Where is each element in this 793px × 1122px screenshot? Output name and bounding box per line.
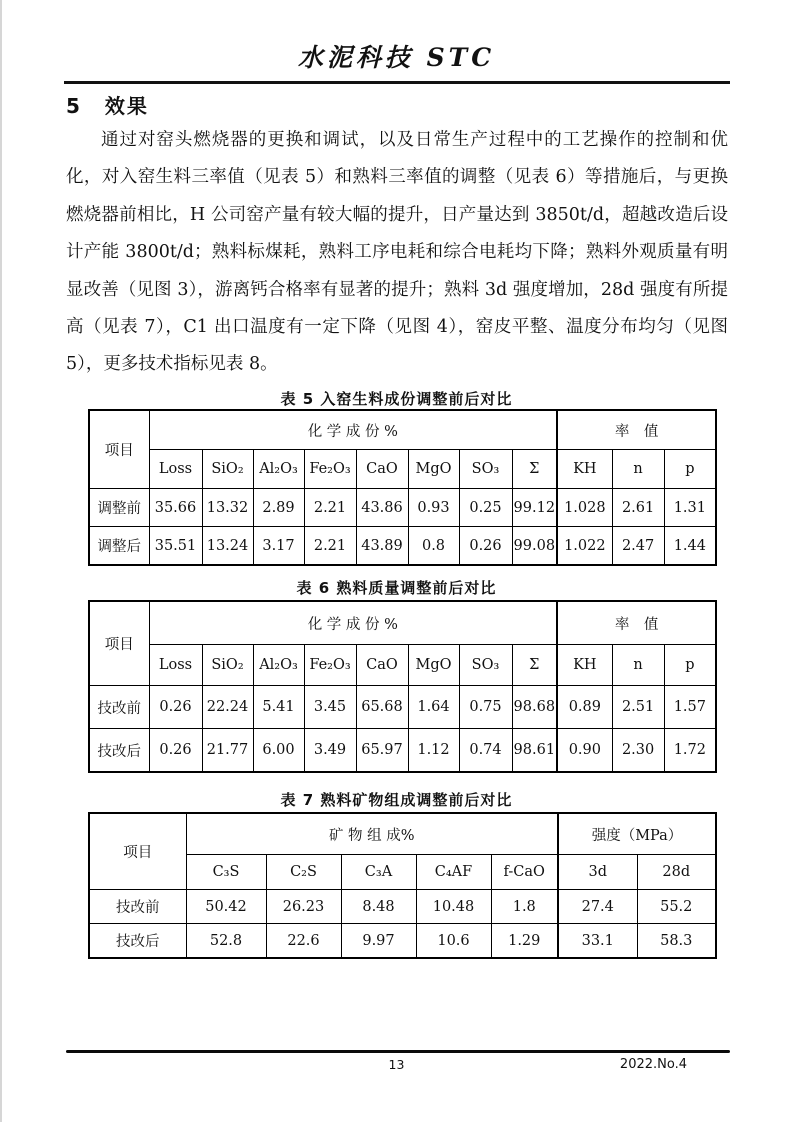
value-cell: 2.30 [612,729,664,773]
column-header-cell: MgO [408,645,459,686]
value-cell: 35.66 [149,489,202,527]
column-header-cell: Al₂O₃ [253,645,304,686]
value-cell: 22.6 [266,924,341,959]
column-header-cell: 28d [637,855,716,890]
value-cell: 26.23 [266,890,341,924]
ratio-group-header: 率 值 [557,410,716,450]
column-header-cell: n [612,450,664,489]
value-cell: 0.25 [459,489,512,527]
column-header-cell: KH [557,645,612,686]
column-header-cell: Σ [512,450,557,489]
value-cell: 6.00 [253,729,304,773]
table-7 [88,812,717,959]
value-cell: 13.24 [202,527,253,566]
value-cell: 1.028 [557,489,612,527]
value-cell: 65.97 [356,729,408,773]
table7-caption: 表 7 熟料矿物组成调整前后对比 [280,791,513,809]
row-label-cell: 技改后 [89,924,186,959]
table-row [89,924,716,959]
table-row [89,527,716,566]
column-header-cell: C₂S [266,855,341,890]
issue-number: 2022.No.4 [619,1057,687,1072]
value-cell: 5.41 [253,686,304,729]
value-cell: 0.89 [557,686,612,729]
column-header-cell: C₃A [341,855,416,890]
value-cell: 0.93 [408,489,459,527]
value-cell: 1.72 [664,729,716,773]
value-cell: 43.86 [356,489,408,527]
strength-group-header: 强度（MPa） [558,813,716,855]
column-header-cell: SiO₂ [202,450,253,489]
section-number: 5 [66,94,80,118]
column-header-cell: p [664,450,716,489]
ratio-group-header: 率 值 [557,601,716,645]
row-label-cell: 调整前 [89,489,149,527]
value-cell: 0.26 [149,686,202,729]
value-cell: 10.48 [416,890,491,924]
row-label-cell: 技改前 [89,686,149,729]
value-cell: 21.77 [202,729,253,773]
value-cell: 2.89 [253,489,304,527]
value-cell: 2.21 [304,489,356,527]
value-cell: 8.48 [341,890,416,924]
row-label-cell: 调整后 [89,527,149,566]
item-header-cell: 项目 [89,410,149,489]
value-cell: 3.45 [304,686,356,729]
column-header-cell: C₃S [186,855,266,890]
value-cell: 2.61 [612,489,664,527]
column-header-cell: KH [557,450,612,489]
column-header-cell: CaO [356,450,408,489]
value-cell: 27.4 [558,890,637,924]
value-cell: 0.8 [408,527,459,566]
section-title: 效果 [104,94,149,118]
chem-group-header: 化 学 成 份 % [149,601,557,645]
value-cell: 98.61 [512,729,557,773]
value-cell: 1.29 [491,924,558,959]
value-cell: 2.21 [304,527,356,566]
column-header-cell: Fe₂O₃ [304,645,356,686]
table5-caption: 表 5 入窑生料成份调整前后对比 [280,390,513,408]
chem-group-header: 化 学 成 份 % [149,410,557,450]
value-cell: 9.97 [341,924,416,959]
value-cell: 1.57 [664,686,716,729]
table-row [89,890,716,924]
column-header-cell: MgO [408,450,459,489]
value-cell: 98.68 [512,686,557,729]
value-cell: 55.2 [637,890,716,924]
column-header-cell: Loss [149,645,202,686]
value-cell: 43.89 [356,527,408,566]
column-header-cell: n [612,645,664,686]
table6-caption: 表 6 熟料质量调整前后对比 [296,579,497,597]
table-row [89,686,716,729]
row-label-cell: 技改前 [89,890,186,924]
value-cell: 3.49 [304,729,356,773]
table-row [89,489,716,527]
value-cell: 2.51 [612,686,664,729]
column-header-cell: Fe₂O₃ [304,450,356,489]
page-number: 13 [388,1057,405,1072]
mineral-group-header: 矿 物 组 成% [186,813,558,855]
column-header-cell: SO₃ [459,450,512,489]
column-header-cell: p [664,645,716,686]
value-cell: 2.47 [612,527,664,566]
value-cell: 99.08 [512,527,557,566]
column-header-cell: Loss [149,450,202,489]
body-paragraph: 通过对窑头燃烧器的更换和调试，以及日常生产过程中的工艺操作的控制和优化，对入窑生料三率值（见表 5）和熟料三率值的调整（见表 6）等措施后，与更换燃烧器前相比，H 公司窑产量有较大幅的提升，日产量达到 3850t/d，超越改造后设计产能 3800t/d；熟料标煤耗，熟料工序电耗和综合电耗均下降；熟料外观质量有明显改善（见图 3），游离钙合格率有显著的提升；熟料 3d 强度增加，28d 强度有所提高（见表 7），C1 出口温度有一定下降（见图 4），窑皮平整、温度分布均匀（见图 5），更多技术指标见表 8。 [66,130,728,375]
column-header-cell: Σ [512,645,557,686]
table-6 [88,600,717,773]
value-cell: 1.8 [491,890,558,924]
value-cell: 10.6 [416,924,491,959]
value-cell: 13.32 [202,489,253,527]
column-header-cell: C₄AF [416,855,491,890]
column-header-cell: SO₃ [459,645,512,686]
item-header-cell: 项目 [89,813,186,890]
value-cell: 1.64 [408,686,459,729]
value-cell: 22.24 [202,686,253,729]
value-cell: 0.75 [459,686,512,729]
section-heading [66,90,728,119]
footer-rule [66,1050,730,1053]
value-cell: 0.26 [459,527,512,566]
value-cell: 1.022 [557,527,612,566]
column-header-cell: Al₂O₃ [253,450,304,489]
column-header-cell: 3d [558,855,637,890]
journal-title: 水泥科技 STC [297,43,496,72]
value-cell: 65.68 [356,686,408,729]
column-header-cell: CaO [356,645,408,686]
value-cell: 99.12 [512,489,557,527]
scan-edge-line [0,0,2,1122]
header-rule [64,81,730,84]
column-header-cell: SiO₂ [202,645,253,686]
value-cell: 0.74 [459,729,512,773]
item-header-cell: 项目 [89,601,149,686]
value-cell: 1.44 [664,527,716,566]
row-label-cell: 技改后 [89,729,149,773]
value-cell: 58.3 [637,924,716,959]
value-cell: 52.8 [186,924,266,959]
table-5 [88,409,717,566]
value-cell: 35.51 [149,527,202,566]
value-cell: 50.42 [186,890,266,924]
value-cell: 3.17 [253,527,304,566]
value-cell: 33.1 [558,924,637,959]
table-row [89,729,716,773]
value-cell: 0.90 [557,729,612,773]
column-header-cell: f-CaO [491,855,558,890]
value-cell: 1.12 [408,729,459,773]
value-cell: 1.31 [664,489,716,527]
value-cell: 0.26 [149,729,202,773]
